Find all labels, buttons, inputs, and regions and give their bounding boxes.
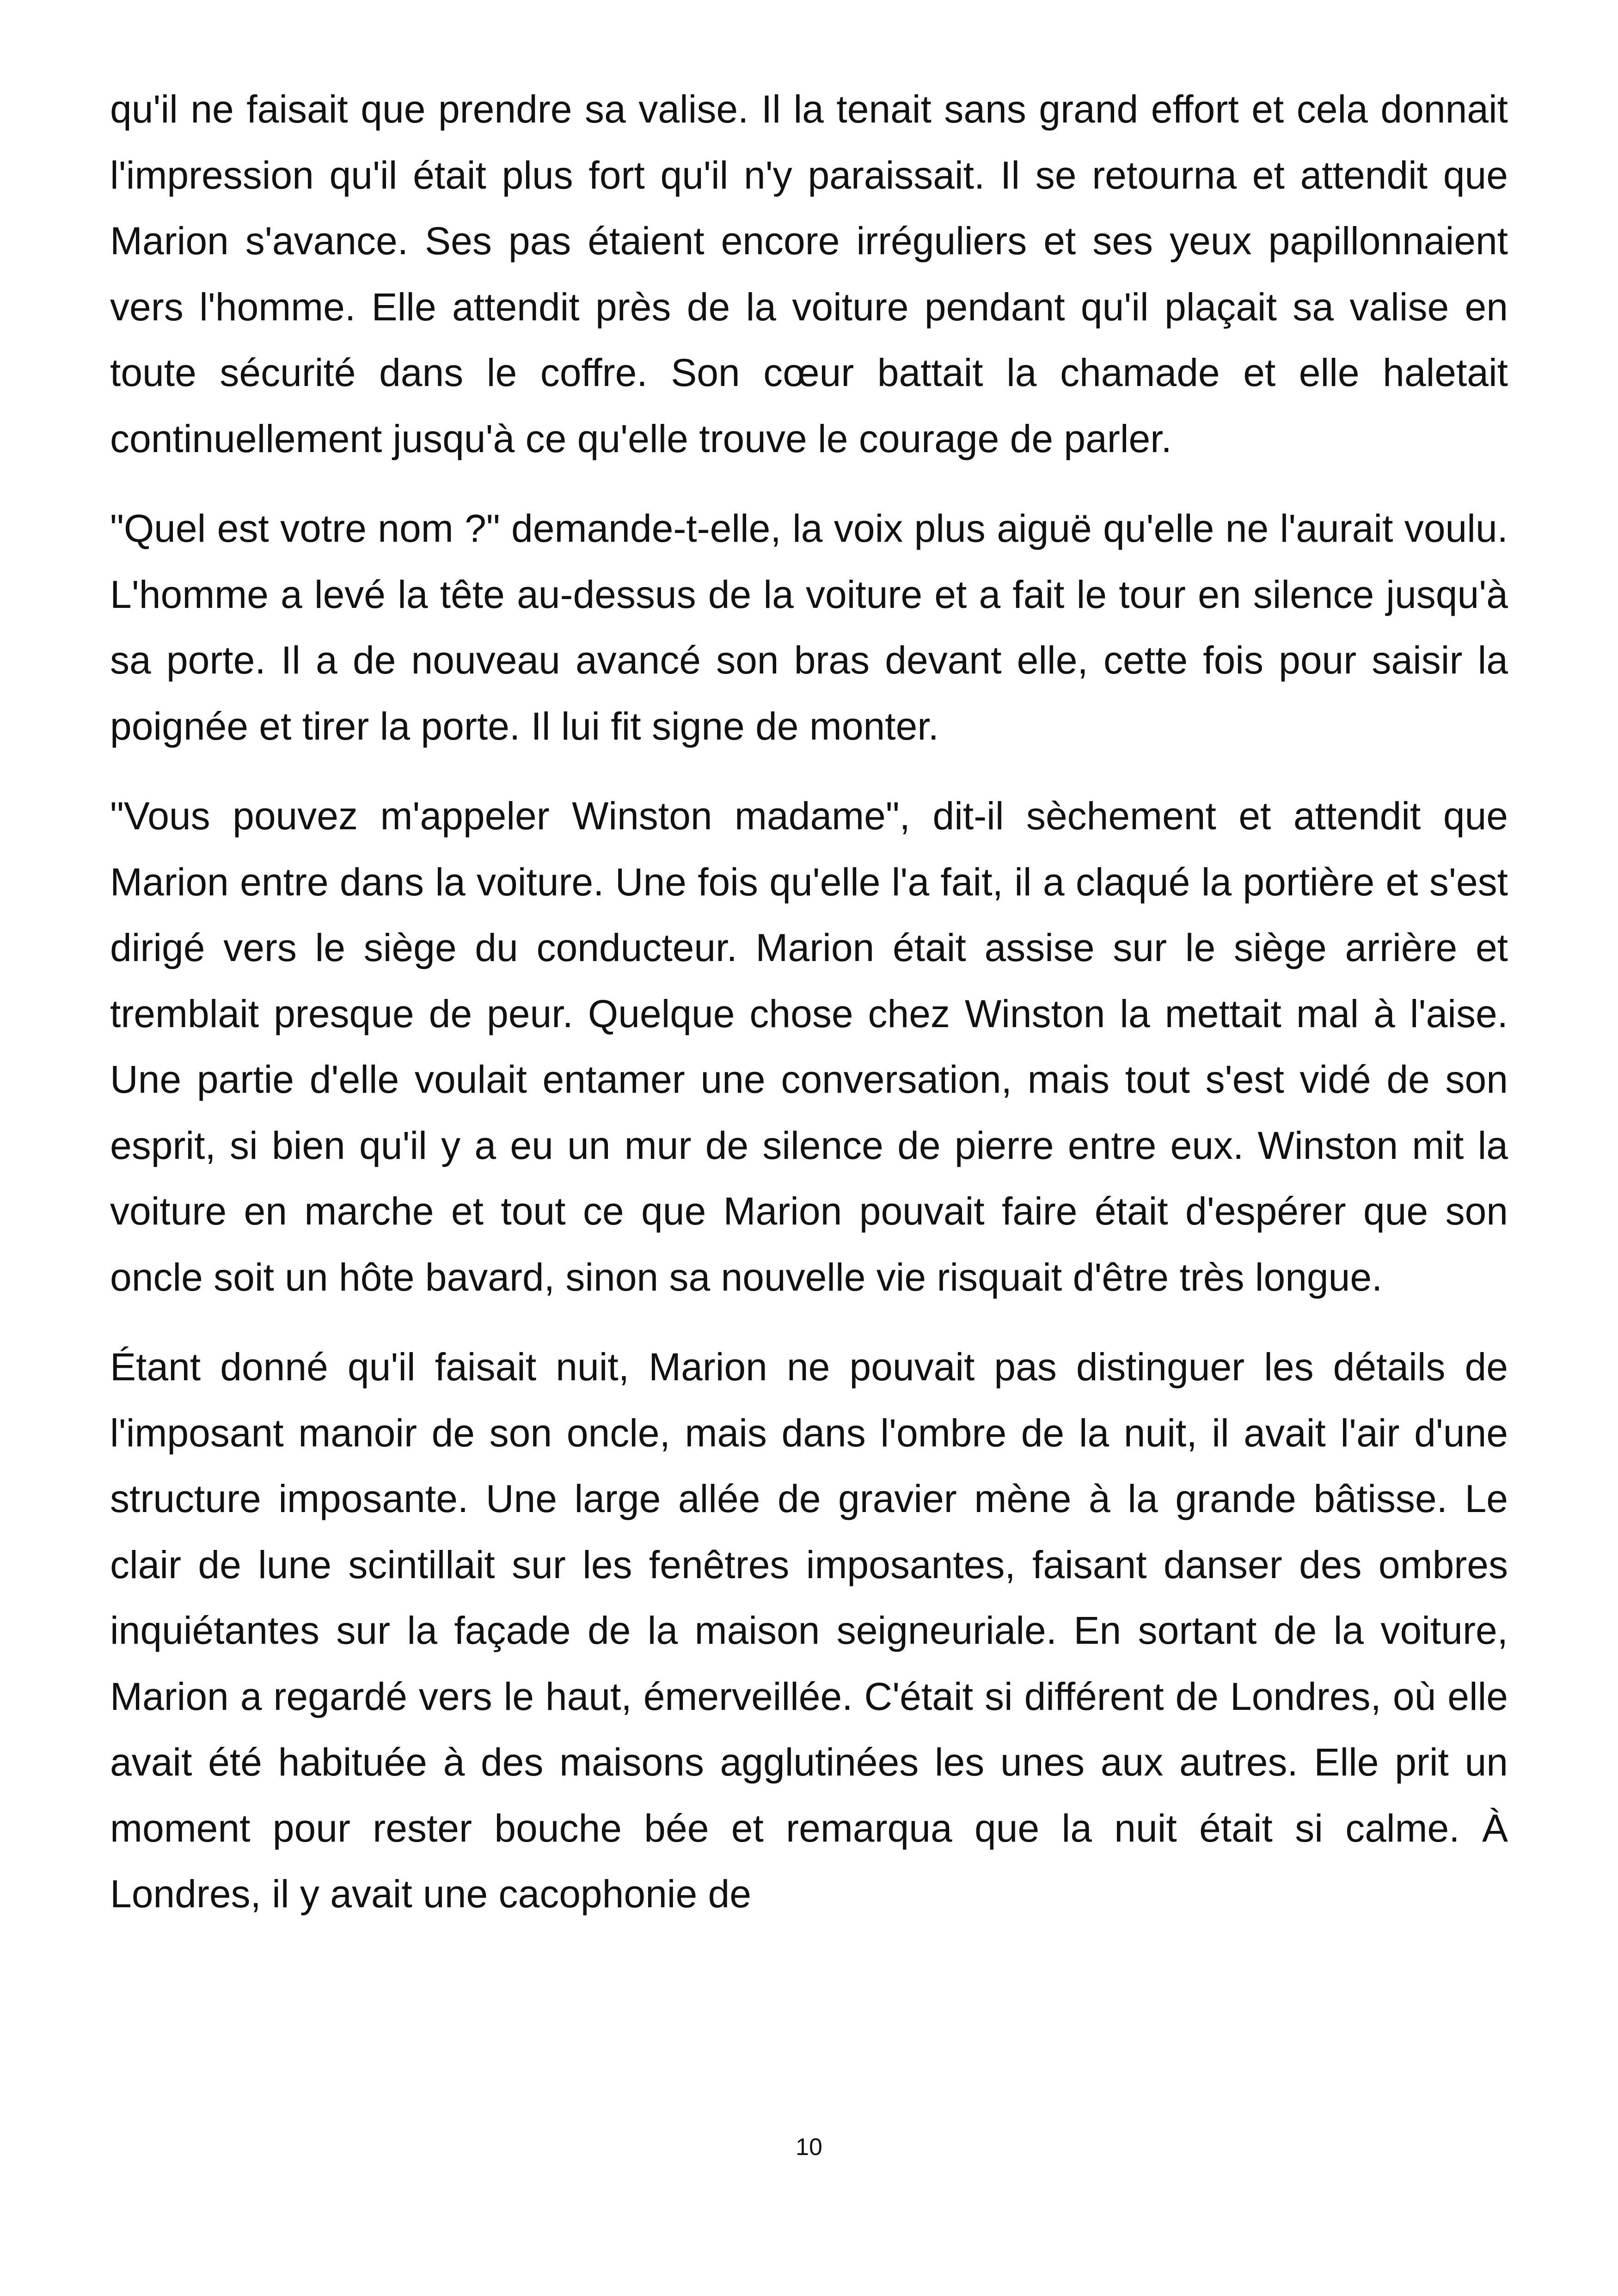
page-number: 10 [796,2134,822,2161]
paragraph: "Vous pouvez m'appeler Winston madame", dit-il sèchement et attendit que Marion entre dans la voiture. Une fois qu'elle l'a fait, il a claqué la portière et s'est dirigé vers le siège du conducteur. Marion était assise sur le siège arrière et tremblait presque de peur. Quelque chose chez Winston la mettait mal à l'aise. Une partie d'elle voulait entamer une conversation, mais tout s'est vidé de son esprit, si bien qu'il y a eu un mur de silence de pierre entre eux. Winston mit la voiture en marche et tout ce que Marion pouvait faire était d'espérer que son oncle soit un hôte bavard, sinon sa nouvelle vie risquait d'être très longue. [110,794,1508,1299]
paragraph: "Quel est votre nom ?" demande-t-elle, la voix plus aiguë qu'elle ne l'aurait voulu. L'homme a levé la tête au-dessus de la voiture et a fait le tour en silence jusqu'à sa porte. Il a de nouveau avancé son bras devant elle, cette fois pour saisir la poignée et tirer la porte. Il lui fit signe de monter. [110,507,1508,748]
paragraph: qu'il ne faisait que prendre sa valise. Il la tenait sans grand effort et cela donnait l'impression qu'il était plus fort qu'il n'y paraissait. Il se retourna et attendit que Marion s'avance. Ses pas étaient encore irréguliers et ses yeux papillonnaient vers l'homme. Elle attendit près de la voiture pendant qu'il plaçait sa valise en toute sécurité dans le coffre. Son cœur battait la chamade et elle haletait continuellement jusqu'à ce qu'elle trouve le courage de parler. [110,87,1508,460]
paragraph: Étant donné qu'il faisait nuit, Marion ne pouvait pas distinguer les détails de l'imposant manoir de son oncle, mais dans l'ombre de la nuit, il avait l'air d'une structure imposante. Une large allée de gravier mène à la grande bâtisse. Le clair de lune scintillait sur les fenêtres imposantes, faisant danser des ombres inquiétantes sur la façade de la maison seigneuriale. En sortant de la voiture, Marion a regardé vers le haut, émerveillée. C'était si différent de Londres, où elle avait été habituée à des maisons agglutinées les unes aux autres. Elle prit un moment pour rester bouche bée et remarqua que la nuit était si calme. À Londres, il y avait une cacophonie de [110,1345,1508,1916]
body-text [110,76,1508,1927]
